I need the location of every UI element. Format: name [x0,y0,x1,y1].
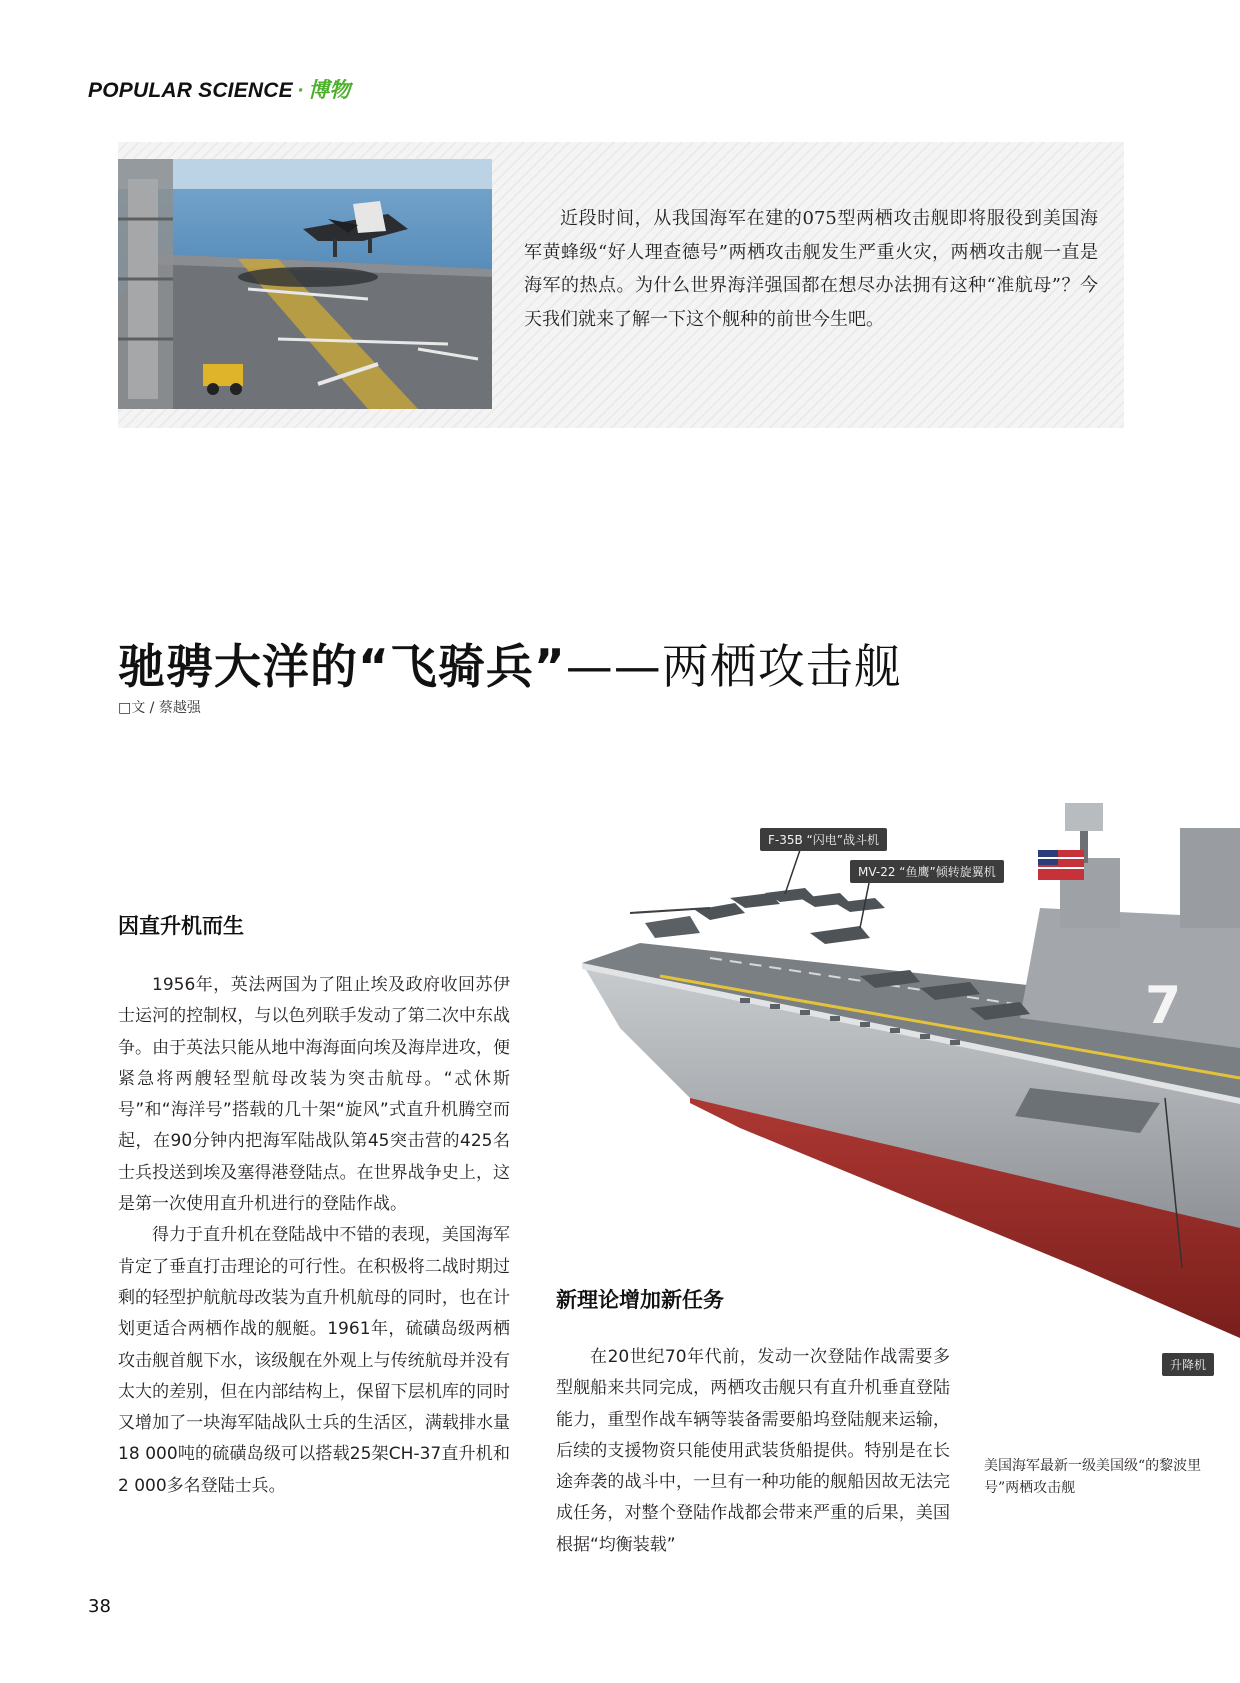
section-heading-2: 新理论增加新任务 [556,1288,724,1312]
label-f35b: F-35B “闪电”战斗机 [760,828,887,851]
article-title [118,630,902,697]
paragraph: 得力于直升机在登陆战中不错的表现，美国海军肯定了垂直打击理论的可行性。在积极将二战时期过剩的轻型护航航母改装为直升机航母的同时，也在计划更适合两栖作战的舰艇。1961年，硫磺岛级两栖攻击舰首舰下水，该级舰在外观上与传统航母并没有太大的差别，但在内部结构上，保留下层机库的同时又增加了一块海军陆战队士兵的生活区，满载排水量18 000吨的硫磺岛级可以搭载25架CH-37直升机和2 000多名登陆士兵。 [118,1225,510,1496]
hull-number: 7 [1145,976,1182,1036]
article-title-sub: ——两栖攻击舰 [565,640,902,695]
illustration-caption: 美国海军最新一级美国级“的黎波里号”两栖攻击舰 [984,1458,1202,1496]
intro-photo-f35-on-deck [118,159,492,409]
label-elevator: 升降机 [1162,1353,1214,1376]
page-number: 38 [88,1596,111,1617]
magazine-brand: POPULAR SCIENCE [88,79,293,102]
paragraph: 1956年，英法两国为了阻止埃及政府收回苏伊士运河的控制权，与以色列联手发动了第二次中东战争。由于英法只能从地中海海面向埃及海岸进攻，便紧急将两艘轻型航母改装为突击航母。“忒休斯号”和“海洋号”搭载的几十架“旋风”式直升机腾空而起，在90分钟内把海军陆战队第45突击营的425名士兵投送到埃及塞得港登陆点。在世界战争史上，这是第一次使用直升机进行的登陆作战。 [118,975,510,1215]
section-body-2 [556,1342,950,1561]
paragraph: 在20世纪70年代前，发动一次登陆作战需要多型舰船来共同完成，两栖攻击舰只有直升机垂直登陆能力，重型作战车辆等装备需要船坞登陆舰来运输，后续的支援物资只能使用武装货船提供。特别是在长途奔袭的战斗中，一旦有一种功能的舰船因故无法完成任务，对整个登陆作战都会带来严重的后果，美国根据“均衡装载” [556,1347,950,1555]
section-body-1 [118,970,510,1502]
label-mv22: MV-22 “鱼鹰”倾转旋翼机 [850,860,1004,883]
byline: □文 / 蔡越强 [118,700,201,716]
section-heading-1: 因直升机而生 [118,914,244,938]
intro-paragraph: 近段时间，从我国海军在建的075型两栖攻击舰即将服役到美国海军黄蜂级“好人理查德号”两栖攻击舰发生严重火灾，两栖攻击舰一直是海军的热点。为什么世界海洋强国都在想尽办法拥有这种“准航母”？今天我们就来了解一下这个舰种的前世今生吧。 [524,208,1098,330]
photo-illustration [118,159,492,409]
section-name: 博物 [308,79,351,102]
article-title-main: 驰骋大洋的“飞骑兵” [118,640,566,695]
header-separator: · [296,79,305,102]
running-header [88,74,350,104]
